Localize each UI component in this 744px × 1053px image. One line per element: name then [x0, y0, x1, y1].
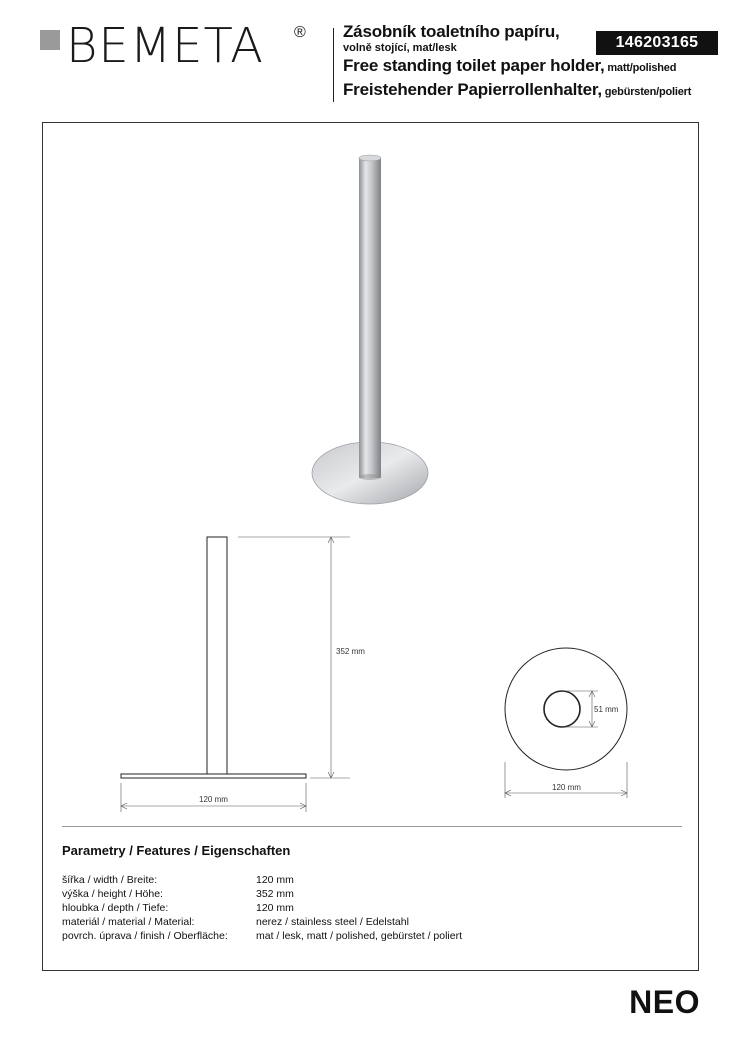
- section-divider: [62, 826, 682, 827]
- feature-key: šířka / width / Breite:: [62, 874, 158, 886]
- title-english-main: Free standing toilet paper holder,: [343, 56, 605, 75]
- product-photo: [270, 150, 470, 520]
- feature-row: [62, 887, 462, 901]
- height-dim-label: 352 mm: [336, 647, 365, 656]
- brand-name: BEMETA: [66, 18, 264, 74]
- title-german-suffix: gebürsten/poliert: [601, 86, 692, 98]
- feature-key: hloubka / depth / Tiefe:: [62, 902, 169, 914]
- feature-row: [62, 901, 462, 915]
- title-english-suffix: matt/polished: [604, 62, 677, 74]
- feature-value: nerez / stainless steel / Edelstahl: [256, 916, 409, 928]
- feature-value: mat / lesk, matt / polished, gebürstet / poliert: [256, 930, 463, 942]
- title-german: [343, 79, 738, 103]
- feature-key: výška / height / Höhe:: [62, 888, 163, 900]
- features-table: [62, 873, 462, 943]
- feature-value: 120 mm: [256, 902, 294, 914]
- width-dim-top-label: 120 mm: [552, 783, 581, 792]
- title-czech: Zásobník toaletního papíru,: [343, 22, 560, 41]
- width-dim-side-label: 120 mm: [199, 795, 228, 804]
- feature-row: [62, 929, 462, 943]
- tube-dim-label: 51 mm: [594, 705, 619, 714]
- feature-key: povrch. úprava / finish / Oberfläche:: [62, 930, 228, 942]
- title-english: [343, 55, 738, 79]
- feature-value: 120 mm: [256, 874, 294, 886]
- brand-logo: [40, 18, 330, 78]
- registered-mark: ®: [294, 24, 306, 41]
- subtitle-czech: volně stojící, mat/lesk: [343, 42, 457, 54]
- product-code: 146203165: [596, 31, 718, 55]
- logo-square-mark: [40, 30, 60, 50]
- feature-value: 352 mm: [256, 888, 294, 900]
- feature-key: materiál / material / Material:: [62, 916, 195, 928]
- feature-row: [62, 873, 462, 887]
- series-name: NEO: [629, 984, 700, 1020]
- features-heading: Parametry / Features / Eigenschaften: [62, 843, 291, 858]
- header-divider: [333, 28, 334, 102]
- feature-row: [62, 915, 462, 929]
- title-german-main: Freistehender Papierrollenhalter,: [343, 80, 602, 99]
